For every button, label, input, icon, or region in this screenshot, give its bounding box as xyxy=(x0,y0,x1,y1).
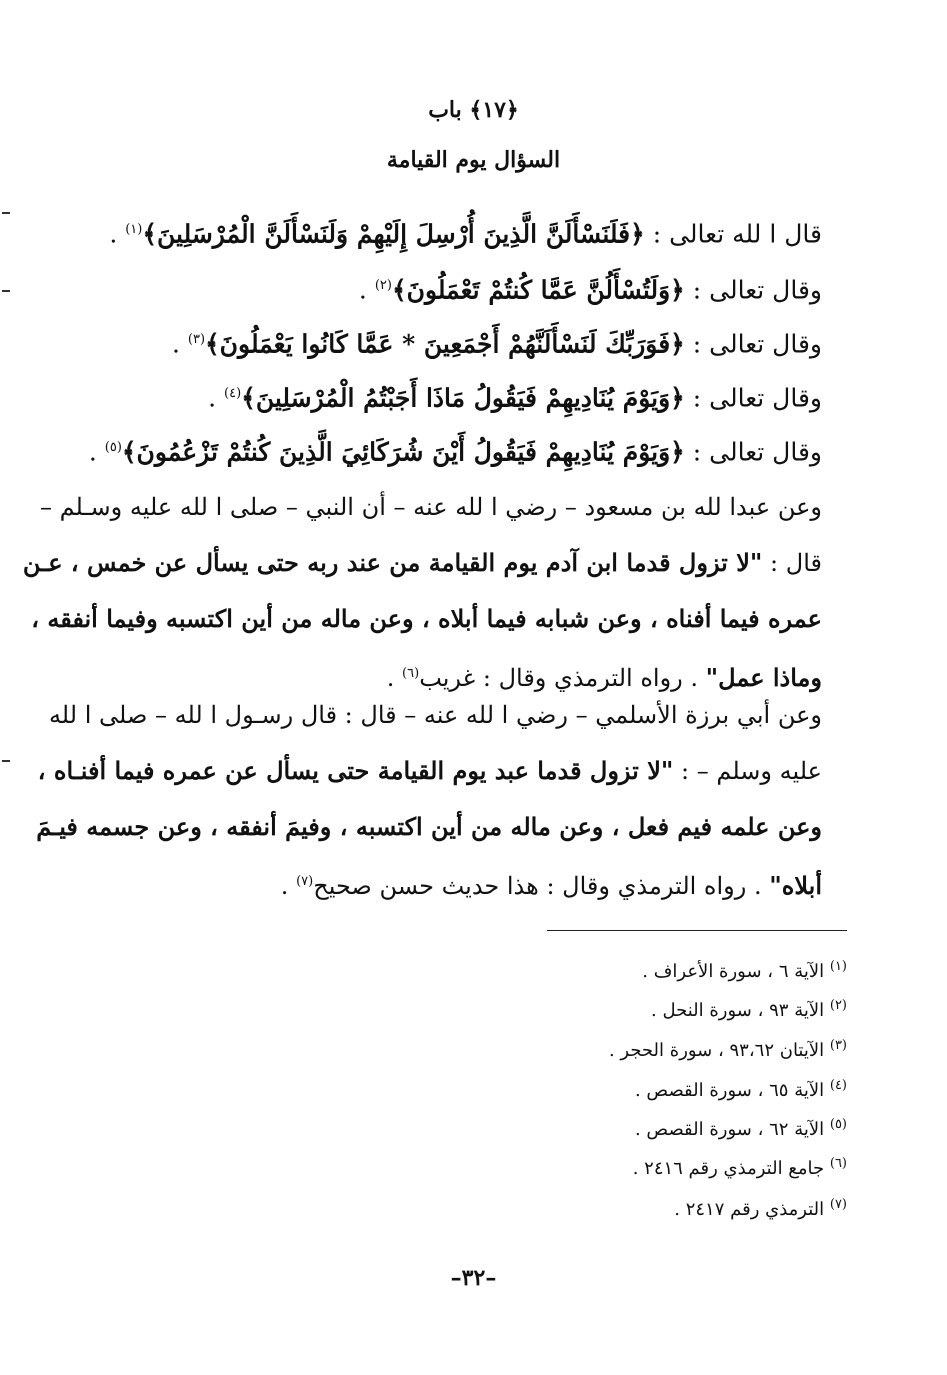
verse-end: . xyxy=(109,219,126,249)
footnote-number: (٢) xyxy=(829,998,847,1013)
footnote-divider xyxy=(547,930,847,931)
footnote-text: الآيتان ٩٣،٦٢ ، سورة الحجر . xyxy=(608,1040,830,1061)
text-line xyxy=(75,854,822,914)
verse-intro: وقال تعالى : xyxy=(684,275,822,305)
verse-end: . xyxy=(358,275,375,305)
text-run: . رواه الترمذي وقال : هذا حديث حسن صحيح xyxy=(313,872,770,900)
footnote xyxy=(609,1034,847,1063)
footnote-text: جامع الترمذي رقم ٢٤١٦ . xyxy=(632,1158,830,1179)
footnote-text: الترمذي رقم ٢٤١٧ . xyxy=(674,1199,830,1220)
text-run: . xyxy=(386,664,403,692)
footnote xyxy=(642,955,847,984)
hadith-quote: عمره فيما أفناه ، وعن شبابه فيما أبلاه ، وعن ماله من أين اكتسبه وفيما أنفقه ، xyxy=(31,604,822,633)
footnote-text: الآية ٩٣ ، سورة النحل . xyxy=(651,1000,830,1021)
page-number: –٣٢– xyxy=(450,1265,497,1291)
hadith-quote: وعن علمه فيم فعل ، وعن ماله من أين اكتسبه ، وفيمَ أنفقه ، وعن جسمه فيـمَ xyxy=(36,812,822,841)
footnote-ref: (١) xyxy=(125,222,143,237)
verse-line xyxy=(60,374,822,418)
footnote-ref: (٣) xyxy=(187,332,206,347)
text-line: وعن عبدا لله بن مسعود – رضي ا لله عنه – أن النبي – صلى ا لله عليه وسـلم – xyxy=(39,493,822,521)
margin-mark xyxy=(2,290,10,292)
footnote-ref: (٤) xyxy=(224,386,242,401)
margin-mark xyxy=(2,760,10,762)
footnote-text: الآية ٦٢ ، سورة القصص . xyxy=(634,1119,830,1140)
footnote-number: (١) xyxy=(829,959,847,974)
verse-end: . xyxy=(208,383,225,413)
text-line: وعن أبي برزة الأسلمي – رضي ا لله عنه – قال : قال رسـول ا لله – صلى ا لله xyxy=(48,701,822,729)
footnote-text: الآية ٦ ، سورة الأعراف . xyxy=(642,961,830,982)
footnote-number: (٦) xyxy=(829,1156,847,1171)
verse-line xyxy=(60,266,822,310)
footnote-number: (٤) xyxy=(829,1078,847,1093)
verse-intro: وقال تعالى : xyxy=(684,329,822,359)
verse-intro: وقال تعالى : xyxy=(684,383,822,413)
verse-intro: قال ا لله تعالى : xyxy=(644,219,822,249)
text-line xyxy=(22,535,822,591)
text-line xyxy=(37,743,822,799)
quran-text: ﴿وَلَتُسْأَلُنَّ عَمَّا كُنتُمْ تَعْمَلُونَ﴾ xyxy=(391,275,685,305)
verse-intro: وقال تعالى : xyxy=(684,437,822,467)
footnote xyxy=(635,1074,847,1103)
footnote-ref: (٦) xyxy=(402,666,420,681)
quran-text: ﴿فَلَنَسْأَلَنَّ الَّذِينَ أُرْسِلَ إِلَيْهِمْ وَلَنَسْأَلَنَّ الْمُرْسَلِينَ﴾ xyxy=(142,219,645,249)
hadith-quote: وماذا عمل" xyxy=(705,663,822,692)
hadith-quote: أبلاه" xyxy=(769,871,822,900)
footnote-text: الآية ٦٥ ، سورة القصص . xyxy=(634,1080,830,1101)
hadith-quote: "لا تزول قدما ابن آدم يوم القيامة من عند ربه حتى يسأل عن خمس ، عـن xyxy=(22,548,763,577)
footnote xyxy=(674,1193,847,1222)
footnote xyxy=(635,1113,847,1142)
hadith-paragraph xyxy=(22,480,822,706)
verse-end: . xyxy=(88,437,105,467)
hadith-paragraph xyxy=(36,688,822,914)
chapter-heading: ﴿١٧﴾ باب xyxy=(428,97,519,123)
hadith-quote: "لا تزول قدما عبد يوم القيامة حتى يسأل عن عمره فيما أفنـاه ، xyxy=(37,756,674,785)
footnote-number: (٧) xyxy=(829,1197,847,1212)
verse-line xyxy=(60,320,822,364)
quran-text: ﴿وَيَوْمَ يُنَادِيهِمْ فَيَقُولُ مَاذَا أَجَبْتُمُ الْمُرْسَلِينَ﴾ xyxy=(241,383,685,413)
footnote xyxy=(651,994,847,1023)
footnote xyxy=(633,1152,847,1181)
verse-line xyxy=(60,210,822,254)
text-run: . رواه الترمذي وقال : غريب xyxy=(419,664,706,692)
text-run: قال : xyxy=(762,549,822,577)
footnote-number: (٥) xyxy=(829,1117,847,1132)
verse-end: . xyxy=(171,329,188,359)
text-run: عليه وسلم – : xyxy=(673,757,822,785)
footnote-ref: (٥) xyxy=(104,440,122,455)
footnote-ref: (٧) xyxy=(296,874,314,889)
quran-text: ﴿وَيَوْمَ يُنَادِيهِمْ فَيَقُولُ أَيْنَ شُرَكَائِيَ الَّذِينَ كُنتُمْ تَزْعُمُونَ﴾ xyxy=(121,437,685,467)
footnote-number: (٣) xyxy=(829,1038,847,1053)
chapter-subtitle: السؤال يوم القيامة xyxy=(386,147,561,173)
margin-mark xyxy=(2,212,10,214)
text-run: . xyxy=(280,872,297,900)
quran-text: ﴿فَوَرَبِّكَ لَنَسْأَلَنَّهُمْ أَجْمَعِينَ * عَمَّا كَانُوا يَعْمَلُونَ﴾ xyxy=(205,329,685,359)
footnote-ref: (٢) xyxy=(374,278,392,293)
verse-line xyxy=(60,428,822,472)
